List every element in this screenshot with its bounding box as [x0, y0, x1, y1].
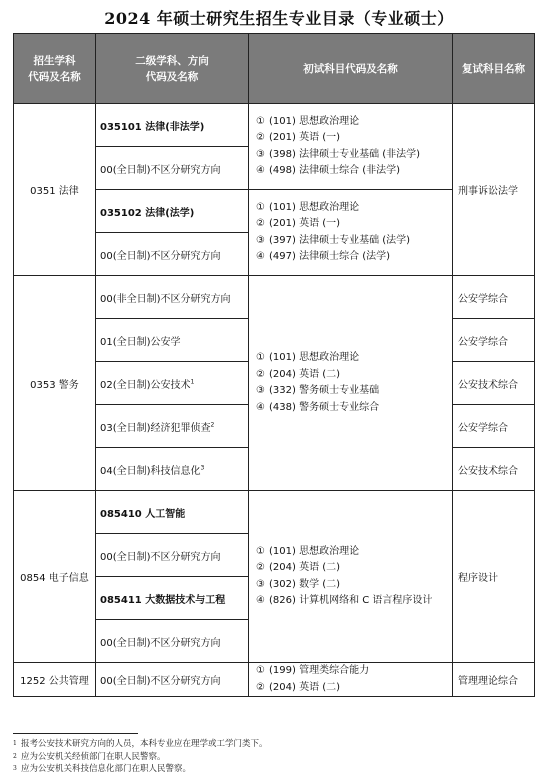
header-retest-subjects: 复试科目名称 — [453, 34, 535, 104]
table-row — [14, 491, 535, 534]
retest-subject-cell: 公安技术综合 — [453, 362, 535, 405]
discipline-code-cell: 0854 电子信息 — [14, 491, 96, 663]
major-cell: 03(全日制)经济犯罪侦查$^2$ — [96, 405, 249, 448]
exam-line: ③ (302) 数学 (二) — [256, 578, 341, 590]
retest-subject-cell: 公安学综合 — [453, 319, 535, 362]
header-subdiscipline-line2: 代码及名称 — [145, 70, 199, 83]
header-discipline-line1: 招生学科 — [33, 54, 76, 67]
exam-line: ③ (397) 法律硕士专业基础 (法学) — [256, 234, 411, 246]
exam-line: ① (101) 思想政治理论 — [256, 352, 360, 363]
major-cell: 01(全日制)公安学 — [96, 319, 249, 362]
exam-line: ① (101) 思想政治理论 — [256, 545, 360, 557]
exam-line: ② (201) 英语 (一) — [256, 218, 341, 229]
major-cell: 02(全日制)公安技术$^1$ — [96, 362, 249, 405]
exam-line: ① (101) 思想政治理论 — [256, 201, 360, 213]
discipline-code-cell: 0351 法律 — [14, 104, 96, 276]
major-cell: 085410 人工智能 — [96, 491, 249, 534]
retest-subject-cell: 公安学综合 — [453, 276, 535, 319]
footnote-item: 2 应为公安机关经侦部门在职人民警察。 — [13, 751, 166, 762]
major-cell: 00(全日制)不区分研究方向 — [96, 147, 249, 190]
exam-line: ② (204) 英语 (二) — [256, 681, 341, 693]
header-discipline — [14, 34, 96, 104]
exam-line: ② (204) 英语 (二) — [256, 562, 341, 573]
retest-subject-cell: 管理理论综合 — [453, 663, 535, 697]
retest-subject-cell: 公安技术综合 — [453, 448, 535, 491]
major-cell: 00(非全日制)不区分研究方向 — [96, 276, 249, 319]
footnote-item: 3 应为公安机关科技信息化部门在职人民警察。 — [13, 764, 192, 774]
exam-subjects-cell — [249, 663, 453, 697]
exam-line: ④ (498) 法律硕士综合 (非法学) — [256, 165, 401, 176]
major-cell: 00(全日制)不区分研究方向 — [96, 663, 249, 697]
major-cell: 00(全日制)不区分研究方向 — [96, 620, 249, 663]
exam-line: ③ (332) 警务硕士专业基础 — [256, 385, 380, 396]
table-header-row — [14, 34, 535, 104]
major-cell: 00(全日制)不区分研究方向 — [96, 534, 249, 577]
major-cell: 085411 大数据技术与工程 — [96, 577, 249, 620]
footnote-divider — [13, 733, 138, 734]
major-cell: 035101 法律(非法学) — [96, 104, 249, 147]
table-row — [14, 663, 535, 697]
discipline-code-cell: 1252 公共管理 — [14, 663, 96, 697]
exam-line: ② (201) 英语 (一) — [256, 132, 341, 143]
footnote-ref: 3 — [200, 464, 205, 472]
exam-line: ② (204) 英语 (二) — [256, 368, 341, 380]
major-cell: 00(全日制)不区分研究方向 — [96, 233, 249, 276]
exam-line: ④ (438) 警务硕士专业综合 — [256, 401, 380, 413]
exam-subjects-cell — [249, 104, 453, 190]
table-row — [14, 104, 535, 147]
footnote-ref: 1 — [190, 378, 195, 386]
catalog-table — [13, 33, 535, 697]
table-row — [14, 276, 535, 319]
exam-line: ④ (497) 法律硕士综合 (法学) — [256, 251, 391, 262]
major-cell: 035102 法律(法学) — [96, 190, 249, 233]
footnotes — [13, 738, 543, 776]
header-subdiscipline — [96, 34, 249, 104]
footnote-item: 1 报考公安技术研究方向的人员，本科专业应在理学或工学门类下。 — [13, 739, 268, 749]
exam-line: ① (101) 思想政治理论 — [256, 115, 360, 127]
discipline-code-cell: 0353 警务 — [14, 276, 96, 491]
footnote-ref: 2 — [210, 421, 215, 429]
exam-subjects-cell — [249, 276, 453, 491]
retest-subject-cell: 刑事诉讼法学 — [453, 104, 535, 276]
exam-subjects-cell — [249, 190, 453, 276]
exam-line: ④ (826) 计算机网络和 C 语言程序设计 — [256, 595, 433, 606]
header-discipline-line2: 代码及名称 — [28, 70, 81, 83]
exam-line: ① (199) 管理类综合能力 — [256, 665, 370, 676]
header-exam-subjects: 初试科目代码及名称 — [249, 34, 453, 104]
retest-subject-cell: 程序设计 — [453, 491, 535, 663]
exam-line: ③ (398) 法律硕士专业基础 (非法学) — [256, 148, 421, 160]
header-subdiscipline-line1: 二级学科、方向 — [135, 54, 209, 67]
retest-subject-cell: 公安学综合 — [453, 405, 535, 448]
page-title: 2024 年硕士研究生招生专业目录（专业硕士） — [104, 9, 454, 28]
major-cell: 04(全日制)科技信息化$^3$ — [96, 448, 249, 491]
exam-subjects-cell — [249, 491, 453, 663]
